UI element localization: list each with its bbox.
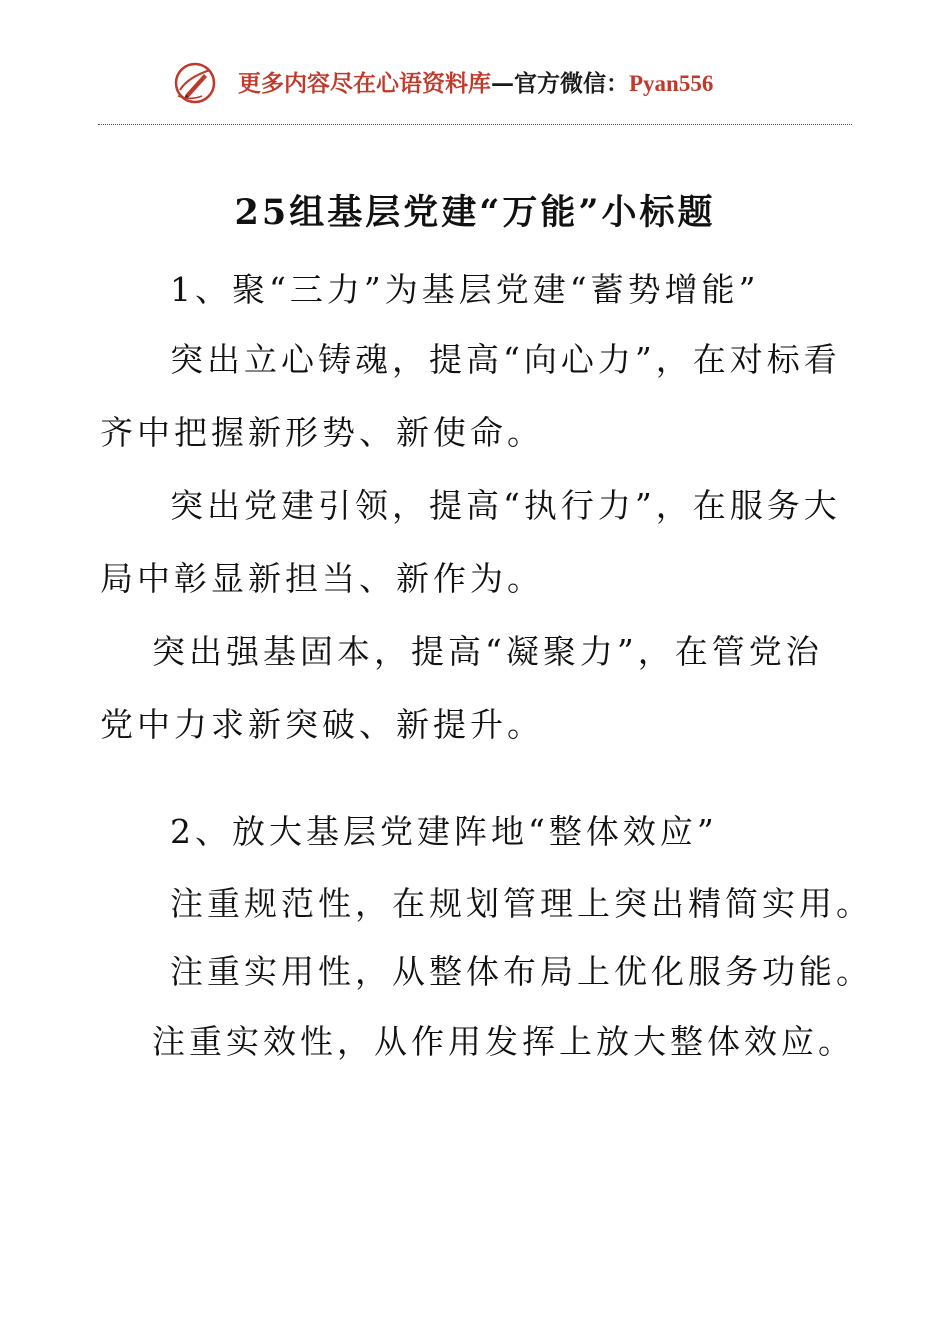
wechat-label: 官方微信：: [514, 70, 629, 97]
document-title: 25组基层党建“万能”小标题: [234, 192, 716, 233]
site-name: 更多内容尽在心语资料库: [238, 70, 491, 97]
pen-logo-icon: [172, 60, 218, 106]
section-heading-1: 1、聚“三力”为基层党建“蓄势增能”: [170, 270, 760, 309]
paragraph-line: 注重实效性，从作用发挥上放大整体效应。: [152, 1022, 855, 1061]
paragraph-line: 齐中把握新形势、新使命。: [100, 413, 544, 452]
paragraph-line: 注重规范性，在规划管理上突出精简实用。: [170, 884, 873, 923]
header-divider: [98, 124, 852, 125]
paragraph-line: 突出强基固本，提高“凝聚力”，在管党治: [152, 632, 823, 671]
header-banner: [238, 65, 713, 98]
paragraph-line: 党中力求新突破、新提升。: [100, 705, 544, 744]
page-header: [0, 52, 950, 112]
paragraph-line: 局中彰显新担当、新作为。: [100, 559, 544, 598]
paragraph-line: 注重实用性，从整体布局上优化服务功能。: [170, 952, 873, 991]
section-heading-2: 2、放大基层党建阵地“整体效应”: [170, 812, 718, 851]
header-separator: —: [491, 70, 514, 97]
paragraph-line: 突出立心铸魂，提高“向心力”，在对标看: [170, 340, 841, 379]
wechat-account: Pyan556: [629, 71, 714, 96]
paragraph-line: 突出党建引领，提高“执行力”，在服务大: [170, 486, 841, 525]
